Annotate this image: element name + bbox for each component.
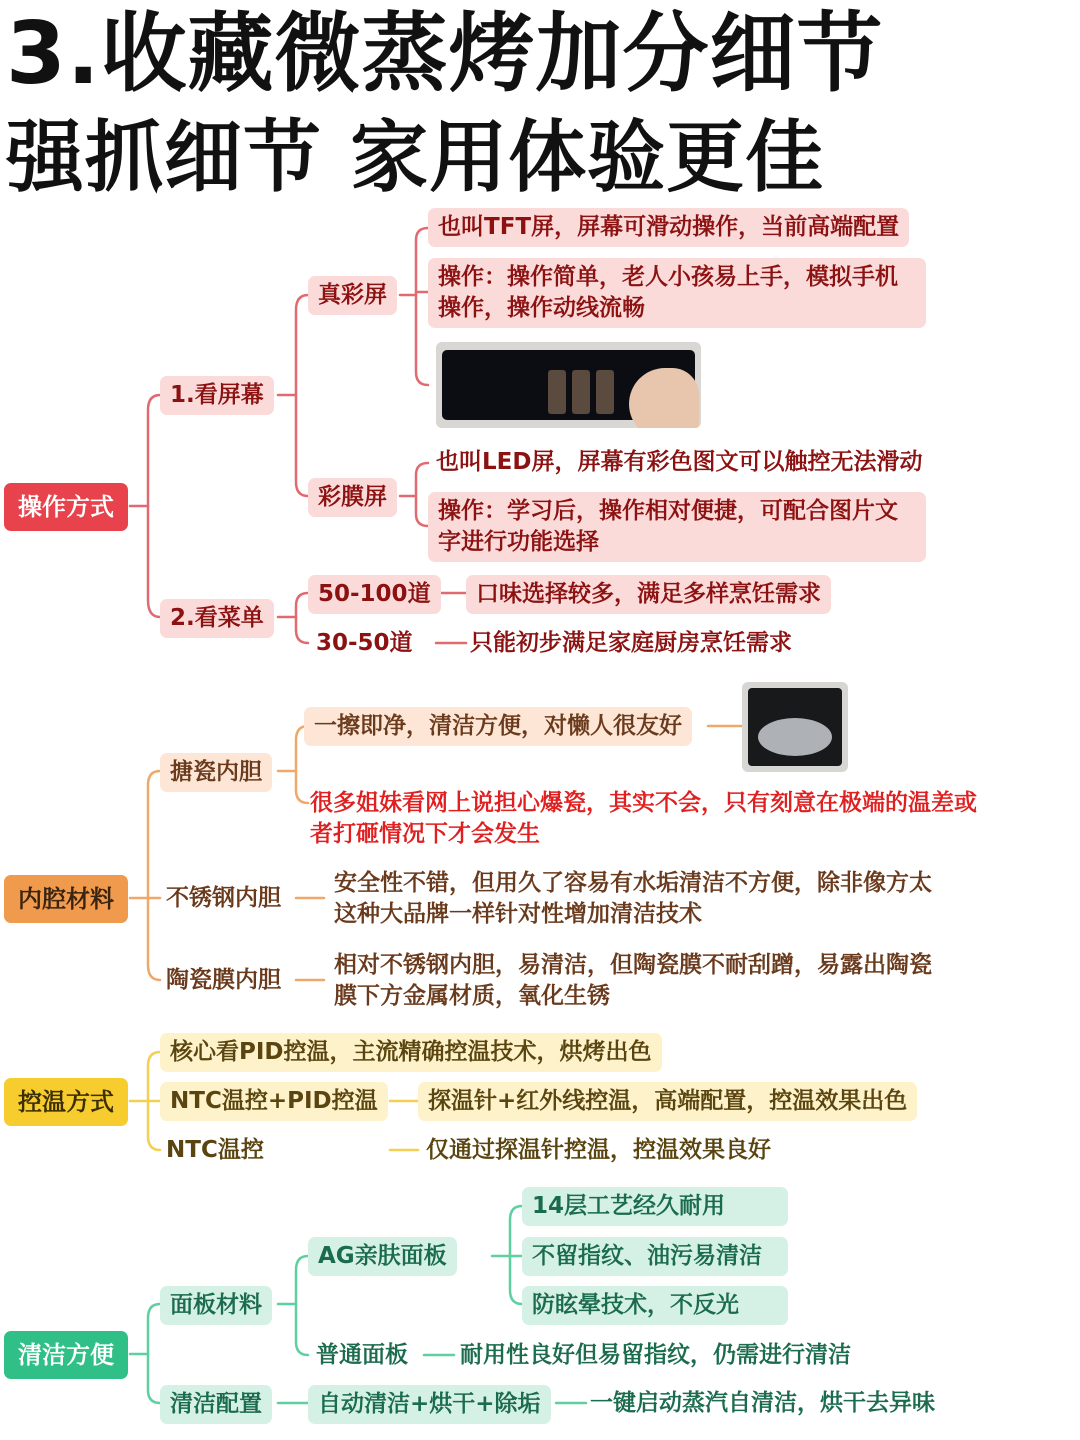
title-line-1: 3.收藏微蒸烤加分细节 xyxy=(6,4,884,104)
node-enamel-liner: 搪瓷内胆 xyxy=(160,753,272,792)
node-inner-material: 内腔材料 xyxy=(4,875,128,923)
node-menu-30-50: 30-50道 xyxy=(316,630,413,656)
node-color-film-screen: 彩膜屏 xyxy=(308,478,397,517)
node-operation-method: 操作方式 xyxy=(4,483,128,531)
node-ceramic-liner: 陶瓷膜内胆 xyxy=(166,967,281,993)
note-led-operation: 操作：学习后，操作相对便捷，可配合图片文字进行功能选择 xyxy=(428,492,926,562)
node-pid-core: 核心看PID控温，主流精确控温技术，烘烤出色 xyxy=(160,1033,662,1072)
note-normal-panel: 耐用性良好但易留指纹，仍需进行清洁 xyxy=(460,1342,851,1368)
note-tft-screen: 也叫TFT屏，屏幕可滑动操作，当前高端配置 xyxy=(428,208,909,247)
note-ag-14-layer: 14层工艺经久耐用 xyxy=(522,1187,788,1226)
note-ag-anti-glare: 防眩晕技术，不反光 xyxy=(522,1286,788,1325)
node-ntc-pid: NTC温控+PID控温 xyxy=(160,1082,388,1121)
note-enamel-easy-clean: 一擦即净，清洁方便，对懒人很友好 xyxy=(304,707,692,746)
note-enamel-chipping: 很多姐妹看网上说担心爆瓷，其实不会，只有刻意在极端的温差或者打砸情况下才会发生 xyxy=(310,790,977,847)
node-normal-panel: 普通面板 xyxy=(316,1342,408,1368)
note-tft-operation: 操作：操作简单，老人小孩易上手，模拟手机操作，操作动线流畅 xyxy=(428,258,926,328)
touchscreen-photo xyxy=(436,342,701,428)
note-auto-clean: 一键启动蒸汽自清洁，烘干去异味 xyxy=(590,1390,935,1416)
note-menu-30-50: 只能初步满足家庭厨房烹饪需求 xyxy=(470,630,792,656)
note-stainless: 安全性不错，但用久了容易有水垢清洁不方便，除非像方太这种大品牌一样针对性增加清洁技术 xyxy=(334,870,932,927)
node-true-color-screen: 真彩屏 xyxy=(308,276,397,315)
oven-steam-photo xyxy=(742,682,848,772)
note-led-screen: 也叫LED屏，屏幕有彩色图文可以触控无法滑动 xyxy=(436,449,923,475)
note-ntc: 仅通过探温针控温，控温效果良好 xyxy=(426,1137,771,1163)
note-ntc-pid: 探温针+红外线控温，高端配置，控温效果出色 xyxy=(418,1082,917,1121)
node-menu-50-100: 50-100道 xyxy=(308,575,441,614)
node-auto-clean: 自动清洁+烘干+除垢 xyxy=(308,1385,551,1424)
node-cleaning-config: 清洁配置 xyxy=(160,1385,272,1424)
title-line-2: 强抓细节 家用体验更佳 xyxy=(6,113,825,203)
note-ceramic: 相对不锈钢内胆，易清洁，但陶瓷膜不耐刮蹭，易露出陶瓷膜下方金属材质，氧化生锈 xyxy=(334,952,932,1009)
node-temperature-control: 控温方式 xyxy=(4,1078,128,1126)
note-ag-no-fingerprint: 不留指纹、油污易清洁 xyxy=(522,1237,788,1276)
node-stainless-liner: 不锈钢内胆 xyxy=(166,885,281,911)
node-ntc: NTC温控 xyxy=(166,1137,264,1163)
node-check-menu: 2.看菜单 xyxy=(160,599,274,638)
node-ag-panel: AG亲肤面板 xyxy=(308,1237,457,1276)
node-panel-material: 面板材料 xyxy=(160,1286,272,1325)
node-check-screen: 1.看屏幕 xyxy=(160,376,274,415)
node-easy-cleaning: 清洁方便 xyxy=(4,1331,128,1379)
note-menu-50-100: 口味选择较多，满足多样烹饪需求 xyxy=(466,575,831,614)
